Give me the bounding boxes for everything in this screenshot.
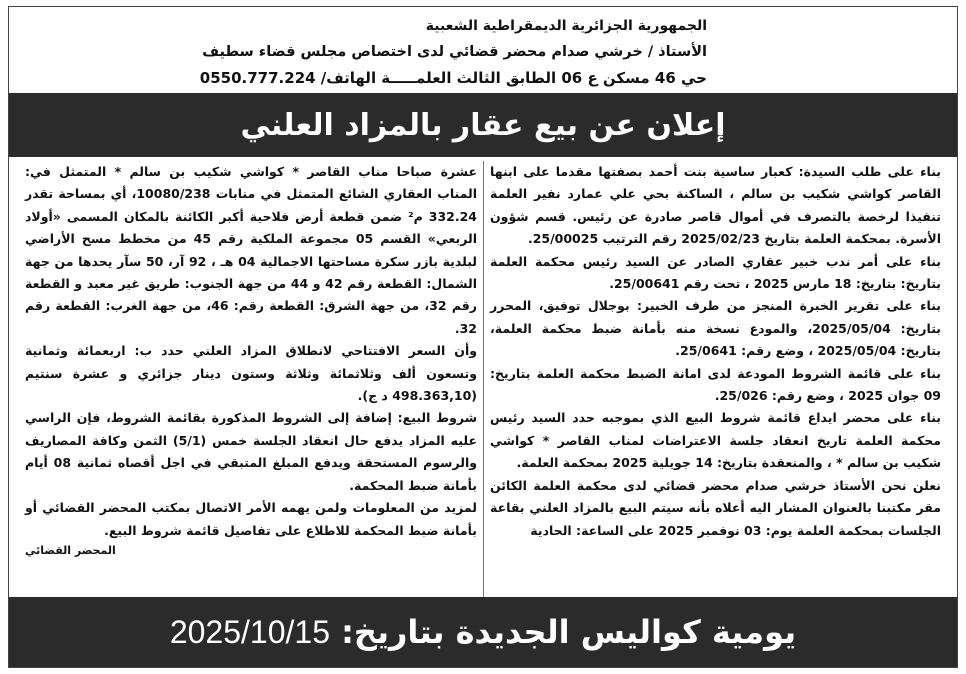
announcement-title: إعلان عن بيع عقار بالمزاد العلني [240, 107, 726, 143]
title-bar [9, 93, 957, 157]
paragraph: بناء على قائمة الشروط المودعة لدى امانة الضبط محكمة العلمة بتاريخ: 09 جوان 2025 ، وضع رقم: 25/026. [490, 365, 941, 404]
paragraph: وأن السعر الافتتاحي لانطلاق المزاد العلني حدد ب: اربعمائة وثمانية وتسعون ألف وثلاثمائة وثلاثة وستون دينار جزائري و عشرة سنتيم (498.363,10 د ج). [25, 343, 477, 404]
publication-date: 2025/10/15 [169, 614, 330, 650]
newspaper-date-line [170, 613, 796, 651]
bailiff-header [9, 7, 957, 93]
announcement-frame [8, 6, 958, 668]
paragraph: بناء على طلب السيدة: كعبار ساسية بنت أحمد بصفتها مقدما على ابنها القاصر كواشي شكيب بن سالم ، الساكنة بحي علي عمارد نفير العلمة تنفيذا لرخصة بالتصرف في أموال قاصر صادرة عن رئيس. قسم شؤون الأسرة. بمحكمة العلمة بتاريخ 2025/02/23 رقم الترتيب 25/00025. [490, 164, 941, 247]
paragraph: شروط البيع: إضافة إلى الشروط المذكورة بقائمة الشروط، فإن الراسي عليه المزاد يدفع حال انعقاد الجلسة خمس (5/1) الثمن وكافة المصاريف والرسوم المستحقة ويدفع المبلغ المتبقي في اجل أقصاه ثمانية 08 أيام بأمانة ضبط المحكمة. [25, 410, 478, 493]
paragraph: بناء على أمر ندب خبير عقاري الصادر عن السيد رئيس محكمة العلمة بتاريخ: بتاريخ: 18 مارس 2025 ، تحت رقم 25/00641. [490, 253, 941, 292]
paragraph: عشرة صباحا مناب القاصر * كواشي شكيب بن سالم * المتمثل في: المناب العقاري الشائع المتمثل في منابات 10080/238، أي بمساحة تقدر 332.24 م² ضمن قطعة أرض فلاحية أكبر الكائنة بالمكان المسمى «أولاد الربعي» القسم 05 مجموعة الملكية رقم 45 من مخطط مسح الأراضي لبلدية بازر سكرة مساحتها الاجمالية 04 هـ ، 92 آر، 50 سآر يحدها من جهة الشمال: القطعة رقم 42 و 44 من جهة الجنوب: طريق غير معبد و القطعة رقم 32، من جهة الشرق: القطعة رقم: 46، من جهة الغرب: القطعة رقم 32. [25, 164, 477, 336]
paragraph: نعلن نحن الأستاذ خرشي صدام محضر قضائي لدى محكمة العلمة الكائن مقر مكتبنا بالعنوان المشار اليه أعلاه بأنه سيتم البيع بالمزاد العلني بقاعة الجلسات بمحكمة العلمة يوم: 03 نوفمبر 2025 على الساعة: الحادية [490, 477, 941, 538]
paragraph: بناء على محضر ايداع قائمة شروط البيع الذي بموجبه حدد السيد رئيس محكمة العلمة تاريخ انعقاد جلسة الاعتراضات لمناب القاصر * كواشي شكيب بن سالم * ، والمنعقدة بتاريخ: 14 جويلية 2025 بمحكمة العلمة. [490, 410, 941, 471]
right-column [483, 161, 947, 599]
newspaper-label: يومية كواليس الجديدة بتاريخ: [341, 613, 797, 651]
left-column [19, 161, 483, 599]
bailiff-name: الأستاذ / خرشي صدام محضر قضائي لدى اختصاص مجلس قضاء سطيف [202, 44, 707, 60]
announcement-body [9, 157, 957, 599]
paragraph: لمزيد من المعلومات ولمن يهمه الأمر الاتصال بمكتب المحضر القضائي أو بأمانة ضبط المحكمة للاطلاع على تفاصيل قائمة شروط البيع. [25, 500, 477, 538]
footer-bar [9, 597, 957, 667]
bailiff-address-phone: حي 46 مسكن ع 06 الطابق الثالث العلمـــــة الهاتف/ 0550.777.224 [199, 69, 707, 87]
signature: المحضر القضائي [25, 543, 116, 557]
paragraph: بناء على تقرير الخبرة المنجز من طرف الخبير: بوجلال توفيق، المحرر بتاريخ: 2025/05/04، والمودع نسخة منه بأمانة ضبط محكمة العلمة، بتاريخ: 2025/05/04 ، وضع رقم: 25/0641. [490, 298, 941, 359]
republic-name: الجمهورية الجزائرية الديمقراطية الشعبية [425, 18, 707, 34]
